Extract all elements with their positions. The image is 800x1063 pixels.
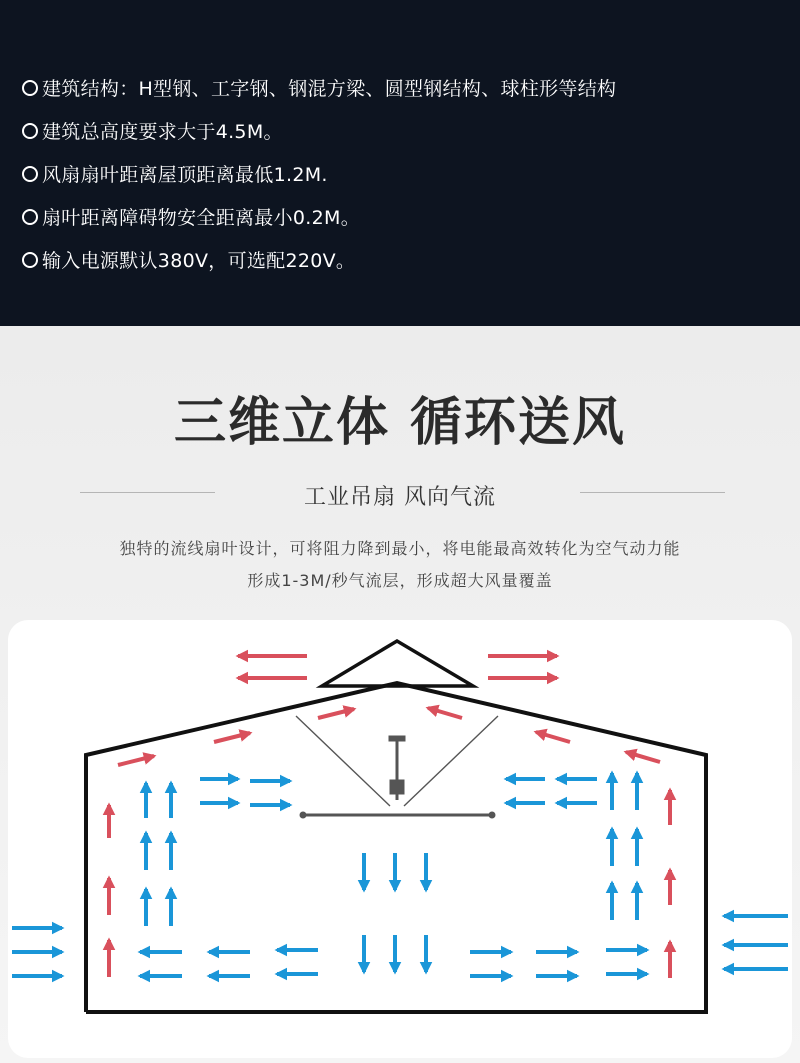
ceiling-fan-icon bbox=[296, 716, 498, 818]
subtitle: 工业吊扇 风向气流 bbox=[304, 485, 496, 510]
requirement-text: 建筑结构：H型钢、工字钢、钢混方梁、圆型钢结构、球柱形等结构 bbox=[42, 78, 617, 100]
description-line-2: 形成1-3M/秒气流层，形成超大风量覆盖 bbox=[247, 571, 553, 590]
requirement-text: 扇叶距离障碍物安全距离最小0.2M。 bbox=[42, 207, 361, 229]
description-line-1: 独特的流线扇叶设计，可将阻力降到最小，将电能最高效转化为空气动力能 bbox=[119, 539, 681, 558]
headline: 三维立体 循环送风 bbox=[173, 393, 627, 453]
warm-airflow-arrows bbox=[109, 656, 670, 978]
requirement-text: 风扇扇叶距离屋顶距离最低1.2M. bbox=[42, 164, 328, 186]
requirement-text: 建筑总高度要求大于4.5M。 bbox=[42, 121, 283, 143]
requirement-text: 输入电源默认380V，可选配220V。 bbox=[42, 250, 356, 272]
